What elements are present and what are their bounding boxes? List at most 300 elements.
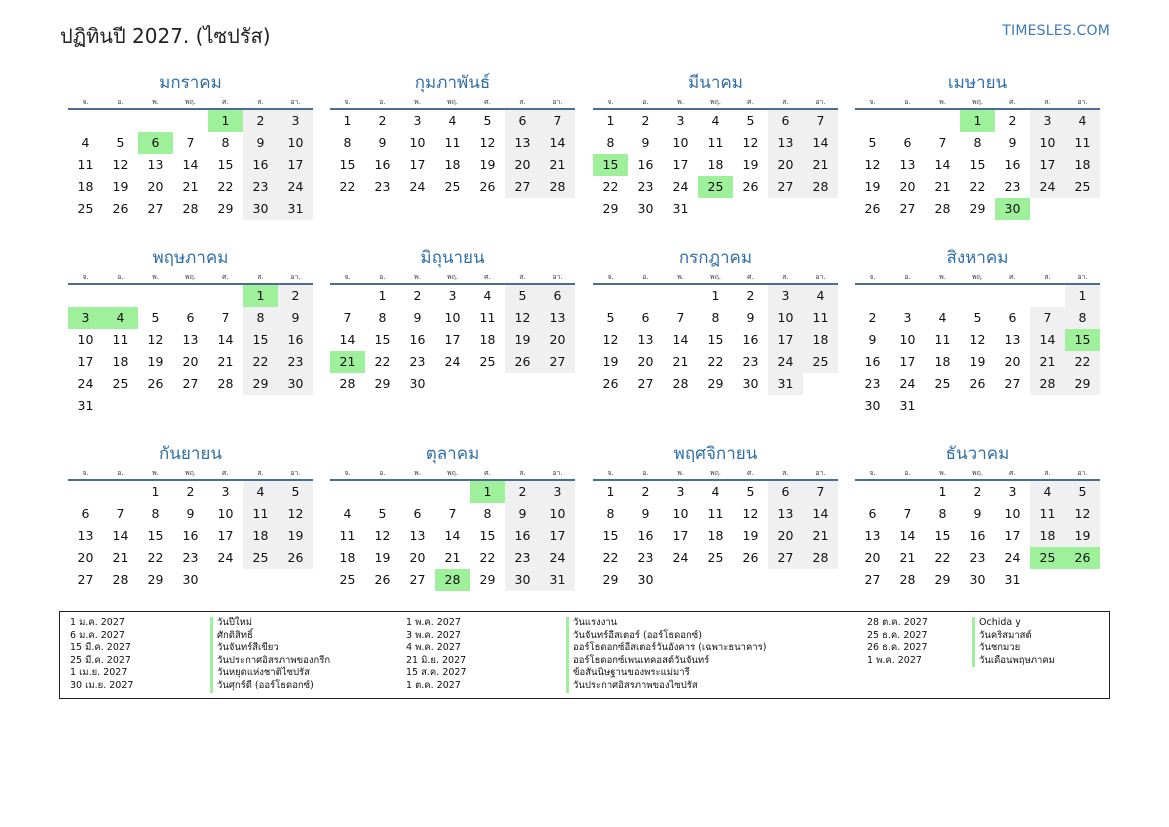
week-row [68,329,313,351]
week-row [855,351,1100,373]
day-cell: 12 [112,157,129,172]
holiday-name: Ochida y [972,617,1021,630]
day-weekend: 26 [505,351,540,373]
day-cell: 9 [186,506,195,521]
day-cell: 22 [374,354,391,369]
weekday-label: อา. [1077,273,1088,281]
day-cell: 20 [637,354,654,369]
week-row [330,329,575,351]
month-name: มีนาคม [688,73,743,93]
week-row [855,373,1100,395]
day-cell: 10 [672,135,689,150]
week-row [593,198,838,220]
day-cell: 6 [903,135,912,150]
day-cell: 13 [637,332,654,347]
day-cell: 6 [413,506,422,521]
day-cell: 20 [409,550,426,565]
weekday-label: ส. [519,273,526,281]
weekday-header [855,96,1100,110]
weekday-label: ส. [519,98,526,106]
day-cell: 23 [742,354,759,369]
day-cell: 8 [938,506,947,521]
day-cell: 6 [868,506,877,521]
day-weekend: 12 [278,503,313,525]
day-cell: 31 [899,398,916,413]
holiday-name: ข้อสันนิษฐานของพระแม่มารี [566,667,690,680]
holiday-name: วันเดือนพฤษภาคม [972,655,1055,668]
day-cell: 1 [606,113,615,128]
day-weekend: 30 [243,198,278,220]
day-cell: 29 [374,376,391,391]
weekday-label: อา. [552,273,563,281]
week-row [68,285,313,307]
day-cell: 2 [186,484,195,499]
week-row [855,481,1100,503]
day-weekend: 19 [278,525,313,547]
day-cell: 11 [707,506,724,521]
holiday-name: วันจันทร์สีเขียว [210,642,279,655]
weekday-label: พ. [414,469,421,477]
week-row [68,503,313,525]
day-empty [890,481,925,503]
day-weekend: 5 [278,481,313,503]
weekday-label: พ. [152,273,159,281]
day-cell: 28 [182,201,199,216]
holiday-date: 4 พ.ค. 2027 [406,642,461,654]
weekday-label: จ. [607,469,614,477]
day-empty [365,481,400,503]
day-cell: 24 [409,179,426,194]
day-cell: 12 [374,528,391,543]
week-row [330,525,575,547]
weekday-label: อ. [904,98,911,106]
week-row [855,285,1100,307]
day-cell: 24 [217,550,234,565]
day-cell: 3 [448,288,457,303]
day-empty [960,285,995,307]
weekday-header [68,96,313,110]
day-empty [768,198,803,220]
day-empty [243,569,278,591]
day-cell: 10 [672,506,689,521]
week-row [593,569,838,591]
day-cell: 24 [672,550,689,565]
week-row [330,503,575,525]
weekday-label: อ. [117,98,124,106]
weekday-header [68,467,313,481]
weekday-label: อ. [117,273,124,281]
day-cell: 3 [676,484,685,499]
day-cell: 15 [479,528,496,543]
weekday-label: อ. [379,98,386,106]
day-cell: 14 [182,157,199,172]
day-cell: 9 [641,506,650,521]
day-cell: 25 [707,550,724,565]
holiday-name: วันประกาศอิสรภาพของไซปรัส [566,680,698,693]
day-cell: 11 [112,332,129,347]
day-cell: 8 [973,135,982,150]
day-empty [470,373,505,395]
day-cell: 31 [672,201,689,216]
day-cell: 3 [413,113,422,128]
day-weekend: 25 [243,547,278,569]
weekday-label: พ. [152,469,159,477]
day-weekend: 4 [803,285,838,307]
day-cell: 14 [112,528,129,543]
day-cell: 20 [1004,354,1021,369]
day-cell: 21 [182,179,199,194]
day-cell: 19 [374,550,391,565]
day-weekend: 5 [1065,481,1100,503]
week-row [593,132,838,154]
day-weekend: 24 [540,547,575,569]
week-row [593,525,838,547]
day-cell: 3 [1008,484,1017,499]
weekday-label: จ. [82,98,89,106]
day-cell: 14 [444,528,461,543]
day-cell: 19 [602,354,619,369]
day-weekend: 11 [1030,503,1065,525]
weekday-label: พฤ. [709,98,722,106]
day-weekend: 13 [505,132,540,154]
day-weekend: 30 [278,373,313,395]
day-empty [103,481,138,503]
weekday-header [68,271,313,285]
day-cell: 22 [339,179,356,194]
day-empty [803,569,838,591]
week-row [593,373,838,395]
month-block [855,70,1100,220]
day-cell: 14 [899,528,916,543]
week-row [68,373,313,395]
month-block [593,441,838,591]
day-cell: 14 [339,332,356,347]
day-cell: 15 [707,332,724,347]
day-weekend: 4 [1030,481,1065,503]
day-weekend: 11 [243,503,278,525]
day-cell: 5 [746,113,755,128]
day-cell: 17 [409,157,426,172]
day-cell: 19 [147,354,164,369]
weekday-label: อ. [904,469,911,477]
day-cell: 11 [339,528,356,543]
day-empty [435,481,470,503]
week-row [68,351,313,373]
day-weekend: 6 [540,285,575,307]
day-weekend: 17 [1030,154,1065,176]
day-cell: 8 [343,135,352,150]
week-row [330,176,575,198]
day-empty [733,198,768,220]
site-link[interactable]: TIMESLES.COM [1002,23,1110,39]
month-block [593,70,838,220]
day-cell: 22 [602,550,619,565]
holiday-date: 21 มิ.ย. 2027 [406,654,467,666]
day-cell: 9 [378,135,387,150]
day-cell: 14 [934,157,951,172]
day-cell: 18 [479,332,496,347]
day-weekend: 13 [768,132,803,154]
weekday-label: อ. [642,98,649,106]
day-cell: 16 [637,528,654,543]
day-holiday: 1 [208,110,243,132]
weekday-label: อา. [815,273,826,281]
day-holiday: 25 [698,176,733,198]
day-empty [1030,395,1065,417]
day-weekend: 8 [1065,307,1100,329]
day-cell: 25 [479,354,496,369]
day-weekend: 22 [1065,351,1100,373]
day-cell: 23 [637,179,654,194]
day-cell: 16 [1004,157,1021,172]
day-empty [960,395,995,417]
day-cell: 29 [147,572,164,587]
weekday-label: อา. [552,98,563,106]
day-weekend: 14 [540,132,575,154]
month-name: มกราคม [159,73,222,93]
weekday-label: อา. [290,469,301,477]
day-cell: 10 [1004,506,1021,521]
week-row [68,569,313,591]
day-cell: 18 [934,354,951,369]
holiday-date: 15 ส.ค. 2027 [406,667,467,679]
day-cell: 8 [221,135,230,150]
day-weekend: 24 [768,351,803,373]
weekday-label: ศ. [222,273,229,281]
week-row [855,132,1100,154]
weekday-label: ส. [519,469,526,477]
day-weekend: 8 [243,307,278,329]
day-cell: 12 [147,332,164,347]
weekday-label: พฤ. [709,273,722,281]
day-cell: 22 [479,550,496,565]
day-cell: 29 [934,572,951,587]
day-cell: 26 [479,179,496,194]
day-empty [208,395,243,417]
week-row [593,351,838,373]
day-holiday: 25 [1030,547,1065,569]
day-cell: 13 [77,528,94,543]
day-cell: 13 [899,157,916,172]
day-holiday: 1 [960,110,995,132]
weekday-label: พ. [939,98,946,106]
day-weekend: 28 [540,176,575,198]
day-cell: 26 [742,550,759,565]
day-cell: 19 [479,157,496,172]
day-cell: 10 [409,135,426,150]
week-row [593,154,838,176]
day-cell: 19 [112,179,129,194]
day-holiday: 1 [470,481,505,503]
day-cell: 4 [711,113,720,128]
day-cell: 26 [969,376,986,391]
day-weekend: 3 [768,285,803,307]
day-cell: 3 [676,113,685,128]
day-cell: 4 [938,310,947,325]
month-name: กันยายน [158,444,222,464]
day-cell: 3 [221,484,230,499]
week-row [330,307,575,329]
day-empty [138,395,173,417]
day-weekend: 12 [1065,503,1100,525]
day-weekend: 9 [243,132,278,154]
day-cell: 27 [864,572,881,587]
day-cell: 8 [711,310,720,325]
weekday-label: ส. [782,98,789,106]
day-cell: 4 [483,288,492,303]
week-row [593,110,838,132]
weekday-label: ส. [257,273,264,281]
day-cell: 21 [217,354,234,369]
day-empty [593,285,628,307]
day-empty [208,569,243,591]
page-title: ปฏิทินปี 2027. (ไซปรัส) [60,24,271,48]
day-cell: 21 [899,550,916,565]
weekday-label: พ. [939,273,946,281]
day-cell: 24 [1004,550,1021,565]
day-cell: 12 [479,135,496,150]
day-cell: 24 [672,179,689,194]
day-cell: 2 [868,310,877,325]
day-cell: 17 [672,157,689,172]
day-empty [995,285,1030,307]
holiday-date: 25 ธ.ค. 2027 [867,629,928,641]
week-row [68,198,313,220]
weekday-label: ศ. [222,98,229,106]
day-cell: 16 [409,332,426,347]
weekday-label: พฤ. [184,273,197,281]
day-empty [925,285,960,307]
weekday-label: พ. [939,469,946,477]
day-cell: 15 [217,157,234,172]
day-cell: 28 [934,201,951,216]
holiday-name: วันศุกร์ดี (ออร์โธดอกซ์) [210,680,314,693]
day-weekend: 18 [1065,154,1100,176]
day-cell: 13 [147,157,164,172]
day-weekend: 14 [803,503,838,525]
day-empty [435,373,470,395]
day-cell: 13 [864,528,881,543]
day-cell: 19 [742,528,759,543]
day-cell: 15 [602,528,619,543]
day-cell: 18 [707,157,724,172]
weekday-label: ศ. [1009,98,1016,106]
day-cell: 5 [151,310,160,325]
day-weekend: 2 [278,285,313,307]
day-cell: 19 [969,354,986,369]
weekday-header [593,271,838,285]
day-cell: 27 [182,376,199,391]
weekday-label: ส. [257,469,264,477]
day-cell: 13 [182,332,199,347]
weekday-label: พ. [414,98,421,106]
day-weekend: 19 [505,329,540,351]
week-row [593,503,838,525]
day-empty [890,285,925,307]
weekday-label: อ. [379,469,386,477]
day-weekend: 29 [243,373,278,395]
day-cell: 28 [217,376,234,391]
day-weekend: 11 [803,307,838,329]
day-weekend: 10 [768,307,803,329]
day-empty [890,110,925,132]
month-name: มิถุนายน [420,248,485,268]
day-cell: 22 [147,550,164,565]
day-empty [505,373,540,395]
week-row [68,110,313,132]
day-cell: 16 [969,528,986,543]
day-cell: 7 [116,506,125,521]
day-empty [1065,395,1100,417]
day-cell: 23 [864,376,881,391]
day-cell: 6 [81,506,90,521]
day-cell: 13 [409,528,426,543]
day-cell: 6 [1008,310,1017,325]
day-cell: 9 [746,310,755,325]
day-cell: 7 [676,310,685,325]
week-row [330,110,575,132]
day-weekend: 23 [278,351,313,373]
day-cell: 25 [444,179,461,194]
holiday-date: 1 พ.ค. 2027 [867,654,922,666]
weekday-label: จ. [869,273,876,281]
day-cell: 27 [147,201,164,216]
day-cell: 22 [217,179,234,194]
day-weekend: 14 [803,132,838,154]
week-row [330,285,575,307]
day-cell: 16 [742,332,759,347]
day-cell: 29 [707,376,724,391]
weekday-label: ศ. [747,273,754,281]
day-weekend: 7 [1030,307,1065,329]
weekday-label: อา. [1077,469,1088,477]
weekday-label: ส. [257,98,264,106]
day-cell: 12 [742,135,759,150]
week-row [68,132,313,154]
day-empty [138,110,173,132]
day-empty [1030,569,1065,591]
day-weekend: 11 [1065,132,1100,154]
day-cell: 7 [903,506,912,521]
day-cell: 23 [182,550,199,565]
day-weekend: 30 [505,569,540,591]
day-cell: 20 [147,179,164,194]
day-cell: 6 [641,310,650,325]
weekday-label: พฤ. [971,98,984,106]
day-cell: 4 [81,135,90,150]
day-weekend: 6 [505,110,540,132]
day-cell: 22 [934,550,951,565]
week-row [855,395,1100,417]
day-cell: 6 [186,310,195,325]
day-cell: 29 [602,572,619,587]
day-empty [1030,285,1065,307]
day-weekend: 14 [1030,329,1065,351]
day-empty [733,569,768,591]
week-row [68,547,313,569]
day-weekend: 31 [768,373,803,395]
day-holiday: 30 [995,198,1030,220]
day-cell: 15 [934,528,951,543]
day-weekend: 10 [278,132,313,154]
day-cell: 23 [374,179,391,194]
day-cell: 27 [1004,376,1021,391]
day-weekend: 3 [540,481,575,503]
weekday-label: จ. [82,469,89,477]
day-cell: 2 [641,113,650,128]
day-cell: 31 [1004,572,1021,587]
week-row [330,547,575,569]
